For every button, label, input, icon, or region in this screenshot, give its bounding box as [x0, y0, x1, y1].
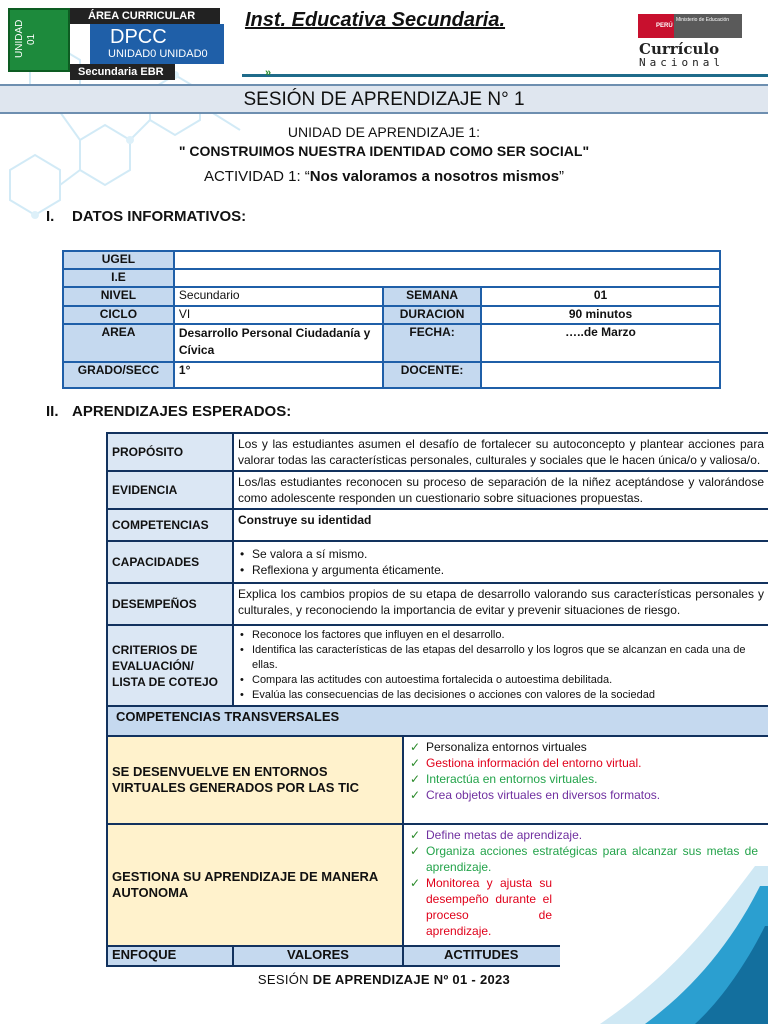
datos-informativos-table [62, 250, 721, 389]
table-row [63, 324, 720, 362]
section-title: APRENDIZAJES ESPERADOS: [72, 403, 292, 420]
tic-competency-items [403, 736, 768, 824]
ciclo-value: VI [174, 306, 383, 324]
table-row [107, 471, 768, 509]
table-row [63, 306, 720, 324]
table-row [107, 706, 768, 736]
section-datos-heading [46, 208, 246, 225]
proposito-label: PROPÓSITO [107, 433, 233, 471]
area-value: Desarrollo Personal Ciudadanía y Cívica [174, 324, 383, 362]
badge-unit-label: UNIDAD 01 [14, 19, 37, 59]
competencias-value: Construye su identidad [233, 509, 768, 541]
section-title: DATOS INFORMATIVOS: [72, 208, 247, 225]
list-item: • Se valora a sí mismo. [238, 546, 764, 562]
desempenos-label: DESEMPEÑOS [107, 583, 233, 625]
unidad-title: " CONSTRUIMOS NUESTRA IDENTIDAD COMO SER SOCIAL" [178, 143, 590, 159]
table-row [63, 362, 720, 388]
ie-value [174, 269, 720, 287]
list-item: ✓ Monitorea y ajusta su desempeño durante el proceso de aprendizaje. [408, 875, 552, 939]
fecha-value: …..de Marzo [481, 324, 720, 362]
badge-area-label: ÁREA CURRICULAR [70, 8, 220, 24]
corner-decoration [560, 866, 768, 1024]
table-row [107, 433, 768, 471]
desempenos-value: Explica los cambios propios de su etapa de desarrollo valorando sus características personales y culturales, y reconociendo la importancia de evitar y prevenir situaciones de riesgo. [233, 583, 768, 625]
footer-prefix: SESIÓN [257, 972, 313, 987]
footer-bold: DE APRENDIZAJE Nº 01 - 2023 [312, 972, 511, 987]
ministry-label: Ministerio de Educación [676, 17, 730, 23]
list-item: • Evalúa las consecuencias de las decisiones o acciones con valores de la sociedad [238, 688, 764, 703]
actividad-prefix: ACTIVIDAD 1: “ [203, 168, 310, 185]
peru-flag-label: PERÚ [638, 14, 674, 38]
table-row [107, 736, 768, 824]
autonoma-competency-label: GESTIONA SU APRENDIZAJE DE MANERA AUTONOMA [107, 824, 403, 946]
actividad-name: Nos valoramos a nosotros mismos [309, 168, 560, 185]
list-item: ✓ Personaliza entornos virtuales [408, 739, 764, 755]
nivel-value: Secundario [174, 287, 383, 306]
semana-label: SEMANA [383, 287, 481, 306]
competencias-label: COMPETENCIAS [107, 509, 233, 541]
table-row [63, 287, 720, 306]
actividad-suffix: ” [559, 168, 565, 185]
page-footer [0, 972, 768, 987]
header-rule [242, 74, 768, 77]
badge-unidad-text: UNIDAD0 UNIDAD0 [108, 48, 208, 60]
list-item: ✓ Organiza acciones estratégicas para alcanzar sus metas de aprendizaje. [408, 843, 758, 875]
session-title: SESIÓN DE APRENDIZAJE N° 1 [0, 84, 768, 114]
table-row [107, 625, 768, 706]
section-aprendizajes-heading [46, 403, 291, 420]
curriculo-nacional-logo [634, 14, 746, 70]
unidad-line: UNIDAD DE APRENDIZAJE 1: [287, 124, 481, 140]
duracion-label: DURACION [383, 306, 481, 324]
ciclo-label: CICLO [63, 306, 174, 324]
table-row [63, 269, 720, 287]
grado-label: GRADO/SECC [63, 362, 174, 388]
badge-code: DPCC [110, 26, 167, 48]
docente-value [481, 362, 720, 388]
list-item: • Compara las actitudes con autoestima fortalecida o autoestima debilitada. [238, 673, 764, 688]
header-quote-mark: » [265, 67, 272, 79]
tic-competency-label: SE DESENVUELVE EN ENTORNOS VIRTUALES GENERADOS POR LAS TIC [107, 736, 403, 824]
badge-level-label: Secundaria EBR [70, 64, 175, 80]
transversales-banner: COMPETENCIAS TRANSVERSALES [107, 706, 768, 736]
table-row [107, 583, 768, 625]
table-row [63, 251, 720, 269]
capacidades-value [233, 541, 768, 583]
capacidades-label: CAPACIDADES [107, 541, 233, 583]
evidencia-value: Los/las estudiantes reconocen su proceso de separación de la niñez aceptándose y valorándose como adolescente responden un cuestionario sobre situaciones propuestas. [233, 471, 768, 509]
list-item: ✓ Define metas de aprendizaje. [408, 827, 758, 843]
list-item: • Reconoce los factores que influyen en el desarrollo. [238, 628, 764, 643]
fecha-label: FECHA: [383, 324, 481, 362]
section-number: I. [46, 208, 55, 225]
ugel-label: UGEL [63, 251, 174, 269]
actividad-line [0, 168, 768, 185]
enfoque-header: ENFOQUE [107, 946, 233, 966]
grado-value: 1° [174, 362, 383, 388]
list-item: ✓ Gestiona información del entorno virtual. [408, 755, 764, 771]
area-label: AREA [63, 324, 174, 362]
duracion-value: 90 minutos [481, 306, 720, 324]
proposito-value: Los y las estudiantes asumen el desafío de fortalecer su autoconcepto y plantear acciones para valorar todas las características personales, culturales y sociales que le hacen única/o y valiosa/o. [233, 433, 768, 471]
actitudes-header: ACTITUDES [403, 946, 768, 966]
table-row [107, 541, 768, 583]
area-badge [8, 6, 223, 78]
section-number: II. [46, 403, 59, 420]
institution-title: Inst. Educativa Secundaria. [244, 9, 506, 31]
nivel-label: NIVEL [63, 287, 174, 306]
table-row [107, 509, 768, 541]
criterios-label: CRITERIOS DE EVALUACIÓN/ LISTA DE COTEJO [107, 625, 233, 706]
list-item: ✓ Crea objetos virtuales en diversos formatos. [408, 787, 764, 803]
semana-value: 01 [481, 287, 720, 306]
list-item: ✓ Interactúa en entornos virtuales. [408, 771, 764, 787]
list-item: • Reflexiona y argumenta éticamente. [238, 562, 764, 578]
logo-curriculo-text: Currículo [639, 40, 720, 58]
logo-nacional-text: Nacional [639, 56, 724, 69]
ugel-value [174, 251, 720, 269]
ie-label: I.E [63, 269, 174, 287]
valores-header: VALORES [233, 946, 403, 966]
docente-label: DOCENTE: [383, 362, 481, 388]
criterios-value [233, 625, 768, 706]
evidencia-label: EVIDENCIA [107, 471, 233, 509]
list-item: • Identifica las características de las etapas del desarrollo y los logros que se alcanzan en cada una de ellas. [238, 643, 764, 673]
